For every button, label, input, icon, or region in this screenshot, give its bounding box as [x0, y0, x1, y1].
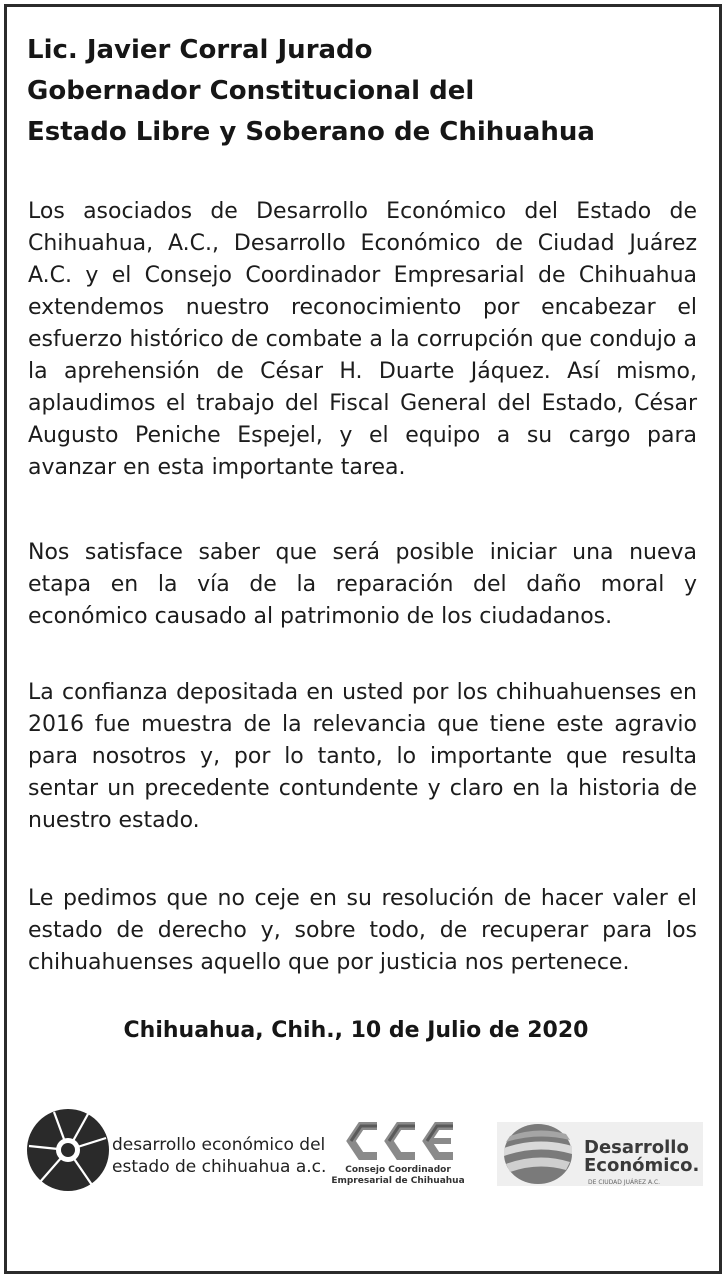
- addressee-state: Estado Libre y Soberano de Chihuahua: [27, 117, 595, 147]
- cce-logo-line2: Empresarial de Chihuahua: [331, 1176, 465, 1186]
- place-date: Chihuahua, Chih., 10 de Julio de 2020: [123, 1018, 589, 1043]
- cce-logo-text: [328, 1165, 468, 1187]
- dej-logo-line2: Económico.: [584, 1155, 700, 1176]
- dech-logo-text: [112, 1134, 326, 1178]
- paragraph-trust: La confianza depositada en usted por los chihuahuenses en 2016 fue muestra de la relevancia que tiene este agravio para nosotros y, por lo tanto, lo importante que resulta sentar un precedente contundente y claro en la historia de nuestro estado.: [28, 680, 697, 833]
- ribbon-sphere-logo-icon: [500, 1122, 576, 1186]
- notice-frame: [4, 4, 722, 1274]
- addressee-block: [27, 30, 687, 153]
- camera-aperture-logo-icon: [26, 1108, 110, 1192]
- dej-logo-line1: Desarrollo: [584, 1137, 689, 1158]
- cce-logo-icon: [343, 1116, 463, 1166]
- cce-logo-line1: Consejo Coordinador: [345, 1165, 451, 1175]
- addressee-name: Lic. Javier Corral Jurado: [27, 35, 373, 65]
- dech-logo-line1: desarrollo económico del: [112, 1135, 326, 1155]
- paragraph-satisfaction: Nos satisface saber que será posible iniciar una nueva etapa en la vía de la reparación del daño moral y económico causado al patrimonio de los ciudadanos.: [28, 540, 697, 629]
- addressee-title: Gobernador Constitucional del: [27, 76, 475, 106]
- dech-logo-line2: estado de chihuahua a.c.: [112, 1157, 327, 1177]
- paragraph-request: Le pedimos que no ceje en su resolución de hacer valer el estado de derecho y, sobre todo, de recuperar para los chihuahuenses aquello que por justicia nos pertenece.: [28, 886, 697, 975]
- paragraph-recognition: Los asociados de Desarrollo Económico del Estado de Chihuahua, A.C., Desarrollo Económico de Ciudad Juárez A.C. y el Consejo Coordinador Empresarial de Chihuahua extendemos nuestro reconocimiento por encabezar el esfuerzo histórico de combate a la corrupción que condujo a la aprehensión de César H. Duarte Jáquez. Así mismo, aplaudimos el trabajo del Fiscal General del Estado, César Augusto Peniche Espejel, y el equipo a su cargo para avanzar en esta importante tarea.: [28, 199, 697, 480]
- dej-logo-line3: DE CIUDAD JUÁREZ A.C.: [588, 1179, 661, 1186]
